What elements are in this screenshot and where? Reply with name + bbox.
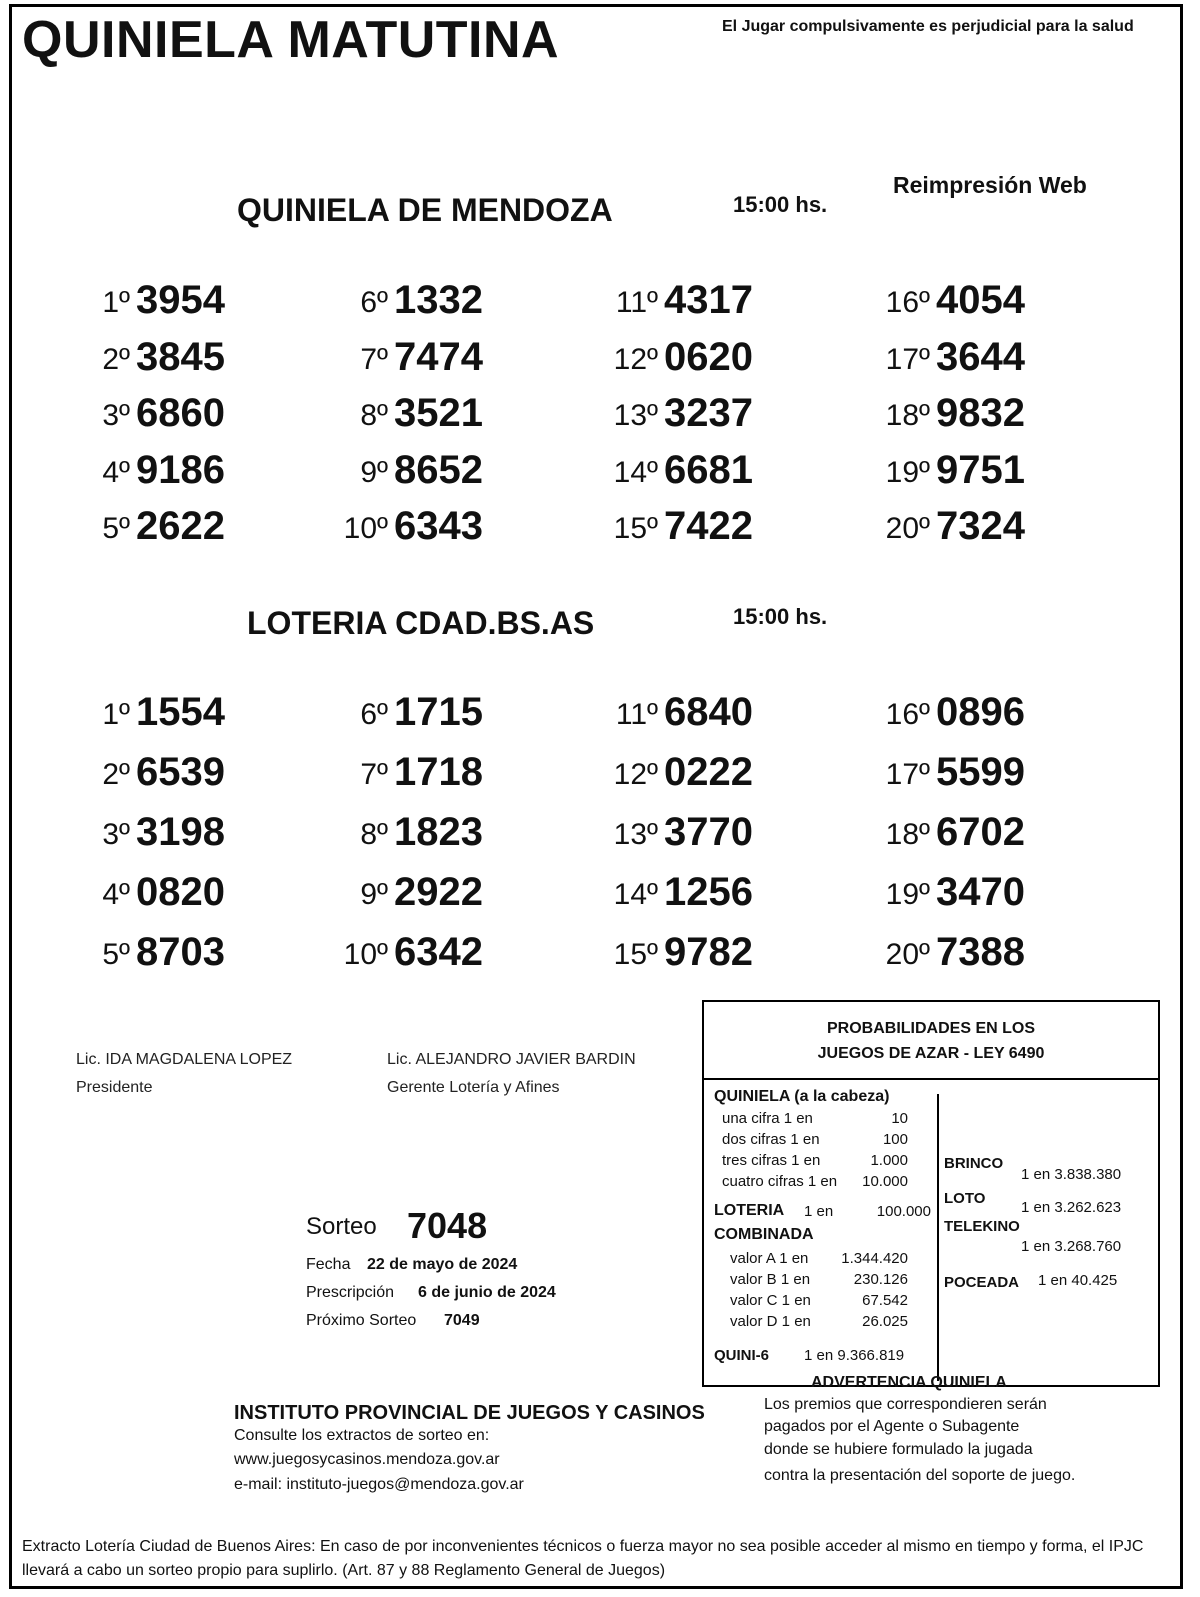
result-number: 3470 xyxy=(936,870,1025,914)
proximo-sorteo-value: 7049 xyxy=(444,1312,480,1329)
loteria-prob-value: 100.000 xyxy=(876,1203,931,1220)
result-number: 7474 xyxy=(394,334,483,379)
prob-row-value: 1.344.420 xyxy=(841,1250,908,1267)
probabilities-divider xyxy=(937,1094,939,1381)
fecha-value: 22 de mayo de 2024 xyxy=(367,1256,518,1273)
advertencia-line3: donde se hubiere formulado la jugada xyxy=(764,1441,1033,1458)
result-number: 3845 xyxy=(136,334,225,379)
result-position: 10º xyxy=(343,938,388,971)
result-position: 19º xyxy=(885,455,930,489)
result-number: 7388 xyxy=(936,930,1025,974)
prob-row-label: tres cifras 1 en xyxy=(722,1152,821,1169)
signatory-left-role: Presidente xyxy=(76,1079,153,1096)
loto-prob-label: LOTO xyxy=(944,1190,986,1207)
signatory-right-name: Lic. ALEJANDRO JAVIER BARDIN xyxy=(387,1051,636,1068)
institute-consult-line: Consulte los extractos de sorteo en: xyxy=(234,1427,490,1444)
result-position: 14º xyxy=(613,455,658,489)
prob-row-label: valor C 1 en xyxy=(730,1292,811,1309)
result-position: 1º xyxy=(102,286,130,319)
result-position: 11º xyxy=(615,698,658,731)
result-number: 6860 xyxy=(136,391,225,435)
result-number: 3770 xyxy=(664,810,753,854)
page-title: QUINIELA MATUTINA xyxy=(22,11,560,69)
result-position: 12º xyxy=(613,758,658,791)
result-number: 8652 xyxy=(394,447,483,492)
prob-row-label: valor D 1 en xyxy=(730,1313,811,1330)
prob-row-label: valor A 1 en xyxy=(730,1250,809,1267)
result-number: 4054 xyxy=(936,278,1025,322)
prob-row-label: una cifra 1 en xyxy=(722,1110,813,1127)
result-position: 6º xyxy=(360,286,388,319)
mendoza-results-grid xyxy=(60,278,1050,568)
proximo-sorteo-label: Próximo Sorteo xyxy=(306,1312,417,1329)
result-position: 7º xyxy=(360,758,388,791)
result-position: 12º xyxy=(613,342,658,376)
result-position: 5º xyxy=(102,938,130,971)
result-number: 3237 xyxy=(664,391,753,435)
brinco-prob-label: BRINCO xyxy=(944,1155,1004,1172)
result-position: 3º xyxy=(102,399,130,432)
result-position: 2º xyxy=(102,342,130,376)
telekino-prob-value: 1 en 3.268.760 xyxy=(1021,1238,1122,1255)
poceada-prob-value: 1 en 40.425 xyxy=(1038,1272,1118,1289)
telekino-prob-label: TELEKINO xyxy=(944,1218,1020,1235)
result-number: 6681 xyxy=(664,447,753,492)
prescripcion-label: Prescripción xyxy=(306,1284,395,1301)
result-number: 3644 xyxy=(936,334,1025,379)
buenos-aires-results-grid xyxy=(60,690,1050,1000)
result-position: 18º xyxy=(885,399,930,432)
loteria-prob-text: 1 en xyxy=(804,1203,834,1220)
result-position: 4º xyxy=(102,878,130,911)
signatory-left xyxy=(76,1046,292,1102)
result-position: 10º xyxy=(343,512,388,545)
result-position: 20º xyxy=(885,938,930,971)
buenos-aires-draw-time: 15:00 hs. xyxy=(733,604,828,629)
result-position: 15º xyxy=(613,512,658,545)
result-number: 1718 xyxy=(394,750,483,794)
signatory-left-name: Lic. IDA MAGDALENA LOPEZ xyxy=(76,1051,293,1068)
institute-name: INSTITUTO PROVINCIAL DE JUEGOS Y CASINOS xyxy=(234,1402,705,1424)
prob-row-label: cuatro cifras 1 en xyxy=(722,1173,838,1190)
result-number: 3198 xyxy=(136,810,225,854)
result-number: 9782 xyxy=(664,930,753,974)
result-position: 8º xyxy=(360,818,388,851)
prob-row-value: 230.126 xyxy=(853,1271,908,1288)
result-position: 3º xyxy=(102,818,130,851)
loto-prob-value: 1 en 3.262.623 xyxy=(1021,1199,1122,1216)
institute-website[interactable]: www.juegosycasinos.mendoza.gov.ar xyxy=(234,1451,500,1468)
result-number: 9832 xyxy=(936,391,1025,435)
mendoza-draw-time: 15:00 hs. xyxy=(733,192,828,217)
advertencia-line4: contra la presentación del soporte de juego. xyxy=(764,1467,1076,1484)
result-position: 19º xyxy=(885,878,930,911)
result-position: 7º xyxy=(360,342,388,376)
sorteo-label: Sorteo xyxy=(306,1213,377,1240)
result-number: 0896 xyxy=(936,690,1025,734)
prob-row-label: valor B 1 en xyxy=(730,1271,811,1288)
result-number: 1715 xyxy=(394,690,483,734)
result-number: 5599 xyxy=(936,750,1025,794)
result-position: 4º xyxy=(102,455,130,489)
result-number: 7324 xyxy=(936,504,1025,548)
result-number: 9186 xyxy=(136,447,225,492)
quiniela-prob-title: QUINIELA (a la cabeza) xyxy=(714,1088,890,1105)
result-position: 18º xyxy=(885,818,930,851)
result-number: 6702 xyxy=(936,810,1025,854)
result-position: 15º xyxy=(613,938,658,971)
result-number: 1554 xyxy=(136,690,225,734)
result-position: 17º xyxy=(885,342,930,376)
result-position: 1º xyxy=(102,698,130,731)
result-position: 6º xyxy=(360,698,388,731)
result-number: 6342 xyxy=(394,930,483,974)
result-position: 9º xyxy=(360,878,388,911)
result-position: 20º xyxy=(885,512,930,545)
result-number: 6343 xyxy=(394,504,483,548)
gambling-warning: El Jugar compulsivamente es perjudicial para la salud xyxy=(722,18,1134,35)
buenos-aires-section-title: LOTERIA CDAD.BS.AS xyxy=(247,605,595,641)
result-position: 16º xyxy=(885,698,930,731)
result-number: 2922 xyxy=(394,870,483,914)
result-number: 8703 xyxy=(136,930,225,974)
result-number: 1256 xyxy=(664,870,753,914)
prob-row-value: 10 xyxy=(891,1110,908,1127)
fecha-label: Fecha xyxy=(306,1256,351,1273)
prob-row-value: 10.000 xyxy=(862,1173,908,1190)
reprint-label: Reimpresión Web xyxy=(893,172,1087,198)
advertencia-line2: pagados por el Agente o Subagente xyxy=(764,1418,1020,1435)
result-position: 13º xyxy=(613,818,658,851)
result-position: 13º xyxy=(613,399,658,432)
result-number: 1823 xyxy=(394,810,483,854)
poceada-prob-label: POCEADA xyxy=(944,1274,1020,1291)
probabilities-title-line1: PROBABILIDADES EN LOS xyxy=(826,1020,1035,1037)
institute-email[interactable]: e-mail: instituto-juegos@mendoza.gov.ar xyxy=(234,1476,524,1493)
prob-row-value: 100 xyxy=(882,1131,908,1148)
result-position: 5º xyxy=(102,512,130,545)
result-number: 4317 xyxy=(664,278,753,322)
probabilities-box xyxy=(702,1000,1160,1387)
result-position: 17º xyxy=(885,758,930,791)
result-number: 6840 xyxy=(664,690,753,734)
result-number: 2622 xyxy=(136,504,225,548)
combinada-prob-title: COMBINADA xyxy=(714,1226,814,1243)
result-number: 0222 xyxy=(664,750,753,794)
prob-row-value: 1.000 xyxy=(870,1152,908,1169)
result-position: 14º xyxy=(613,878,658,911)
result-position: 16º xyxy=(885,286,930,319)
quini6-prob-label: QUINI-6 xyxy=(714,1347,770,1364)
advertencia-line1: Los premios que correspondieren serán xyxy=(764,1396,1047,1413)
result-number: 3521 xyxy=(394,391,483,435)
brinco-prob-value: 1 en 3.838.380 xyxy=(1021,1166,1122,1183)
result-number: 0620 xyxy=(664,334,753,379)
result-number: 9751 xyxy=(936,447,1025,492)
result-number: 6539 xyxy=(136,750,225,794)
mendoza-section-title: QUINIELA DE MENDOZA xyxy=(237,192,613,228)
quini6-prob-value: 1 en 9.366.819 xyxy=(804,1347,905,1364)
result-position: 8º xyxy=(360,399,388,432)
result-number: 0820 xyxy=(136,870,225,914)
sorteo-number: 7048 xyxy=(407,1205,488,1246)
result-position: 9º xyxy=(360,455,388,489)
probabilities-title-line2: JUEGOS DE AZAR - LEY 6490 xyxy=(817,1045,1045,1062)
loteria-prob-label: LOTERIA xyxy=(714,1202,785,1219)
probabilities-header xyxy=(704,1002,1158,1080)
advertencia-title: ADVERTENCIA QUINIELA xyxy=(811,1374,1007,1391)
prob-row-value: 67.542 xyxy=(862,1292,908,1309)
result-number: 7422 xyxy=(664,504,753,548)
result-position: 2º xyxy=(102,758,130,791)
signatory-right-role: Gerente Lotería y Afines xyxy=(387,1079,560,1096)
prob-row-value: 26.025 xyxy=(862,1313,908,1330)
prescripcion-value: 6 de junio de 2024 xyxy=(418,1284,556,1301)
result-number: 1332 xyxy=(394,278,483,322)
signatory-right xyxy=(387,1046,636,1102)
result-number: 3954 xyxy=(136,278,225,322)
result-position: 11º xyxy=(615,286,658,319)
footer-disclaimer: Extracto Lotería Ciudad de Buenos Aires: En caso de por inconvenientes técnicos o fuerza mayor no sea posible acceder al mismo en tiempo y forma, el IPJC llevará a cabo un sorteo propio para suplirlo. (Art. 87 y 88 Reglamento General de Juegos) xyxy=(22,1538,1144,1579)
prob-row-label: dos cifras 1 en xyxy=(722,1131,820,1148)
